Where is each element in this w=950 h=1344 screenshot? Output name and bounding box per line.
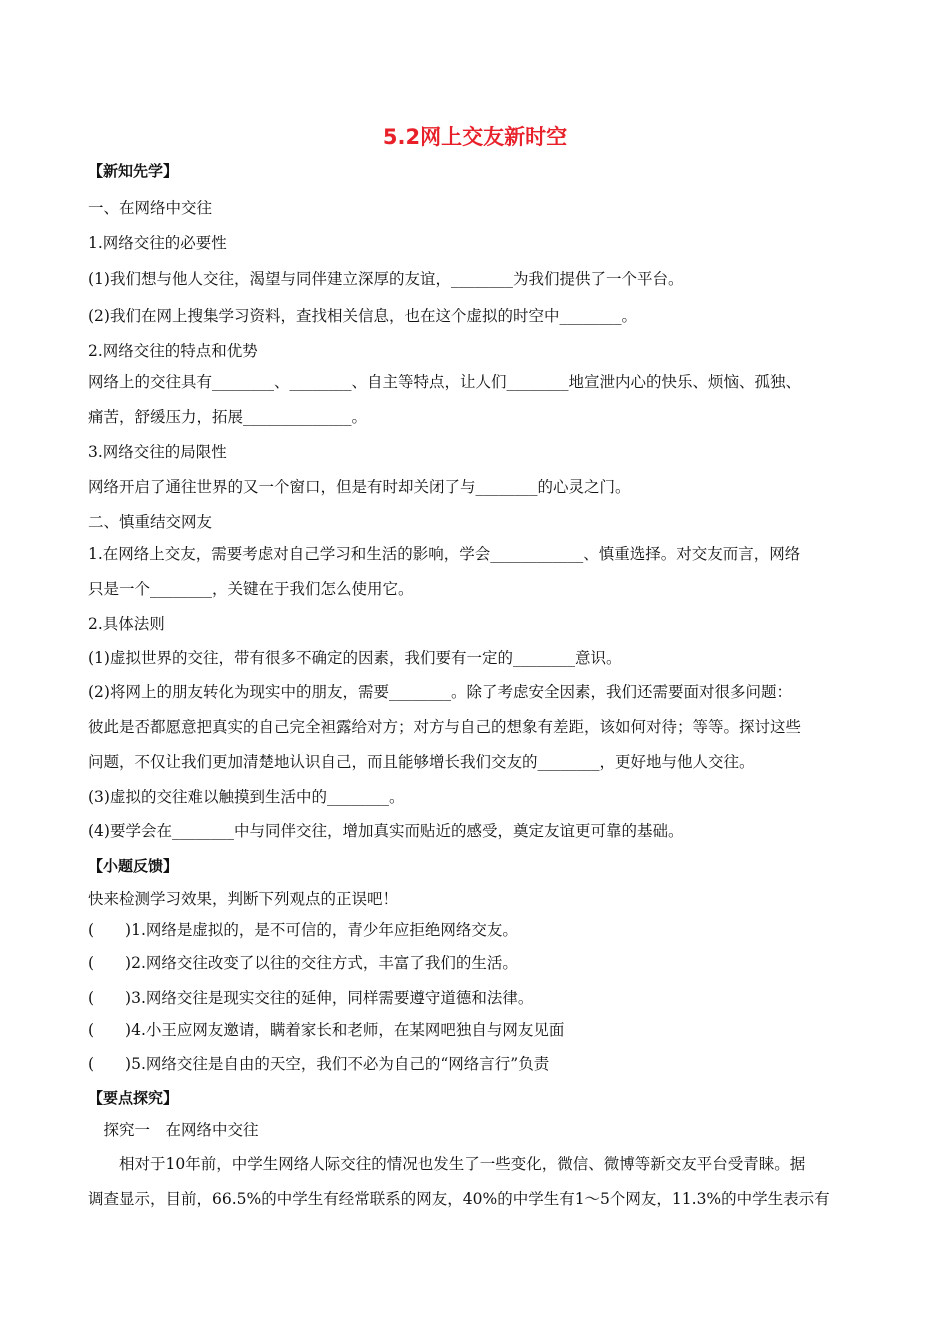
text-line: 3.网络交往的局限性 [88, 443, 227, 461]
text-line: 网络开启了通往世界的又一个窗口，但是有时却关闭了与________的心灵之门。 [88, 478, 631, 496]
text-line: (2)我们在网上搜集学习资料，查找相关信息，也在这个虚拟的时空中________。 [88, 307, 637, 325]
text-line: (3)虚拟的交往难以触摸到生活中的________。 [88, 788, 405, 806]
text-line: ( )4.小王应网友邀请，瞒着家长和老师，在某网吧独自与网友见面 [88, 1021, 565, 1039]
page-title: 5.2网上交友新时空 [382, 125, 568, 149]
text-line: ( )3.网络交往是现实交往的延伸，同样需要遵守道德和法律。 [88, 989, 534, 1007]
section-heading: 【小题反馈】 [88, 857, 179, 875]
section-heading: 【新知先学】 [88, 162, 179, 180]
text-line: 调查显示，目前，66.5%的中学生有经常联系的网友，40%的中学生有1～5个网友，11.3%的中学生表示有 [88, 1190, 830, 1208]
text-line: 问题，不仅让我们更加清楚地认识自己，而且能够增长我们交友的________，更好地与他人交往。 [88, 753, 755, 771]
text-line: 相对于10年前，中学生网络人际交往的情况也发生了一些变化，微信、微博等新交友平台受青睐。据 [88, 1155, 806, 1173]
text-line: 2.具体法则 [88, 615, 165, 633]
text-line: 探究一 在网络中交往 [88, 1121, 259, 1139]
text-line: (4)要学会在________中与同伴交往，增加真实而贴近的感受，奠定友谊更可靠的基础。 [88, 822, 684, 840]
text-line: ( )2.网络交往改变了以往的交往方式，丰富了我们的生活。 [88, 954, 518, 972]
text-line: (1)虚拟世界的交往，带有很多不确定的因素，我们要有一定的________意识。 [88, 649, 622, 667]
text-line: 2.网络交往的特点和优势 [88, 342, 258, 360]
text-line: 1.在网络上交友，需要考虑对自己学习和生活的影响，学会____________、慎重选择。对交友而言，网络 [88, 545, 801, 563]
text-line: 只是一个________，关键在于我们怎么使用它。 [88, 580, 414, 598]
text-line: 痛苦，舒缓压力，拓展______________。 [88, 408, 368, 426]
section-heading: 【要点探究】 [88, 1089, 179, 1107]
text-line: 彼此是否都愿意把真实的自己完全袒露给对方；对方与自己的想象有差距，该如何对待；等等。探讨这些 [88, 718, 802, 736]
text-line: 一、在网络中交往 [88, 199, 213, 217]
text-line: (1)我们想与他人交往，渴望与同伴建立深厚的友谊，________为我们提供了一个平台。 [88, 270, 684, 288]
text-line: 网络上的交往具有________、________、自主等特点，让人们________地宣泄内心的快乐、烦恼、孤独、 [88, 373, 802, 391]
text-line: ( )1.网络是虚拟的，是不可信的，青少年应拒绝网络交友。 [88, 921, 518, 939]
text-line: 1.网络交往的必要性 [88, 234, 227, 252]
text-line: (2)将网上的朋友转化为现实中的朋友，需要________。除了考虑安全因素，我们还需要面对很多问题： [88, 683, 792, 701]
text-line: 快来检测学习效果，判断下列观点的正误吧！ [88, 890, 399, 908]
text-line: 二、慎重结交网友 [88, 513, 213, 531]
text-line: ( )5.网络交往是自由的天空，我们不必为自己的“网络言行”负责 [88, 1055, 550, 1073]
